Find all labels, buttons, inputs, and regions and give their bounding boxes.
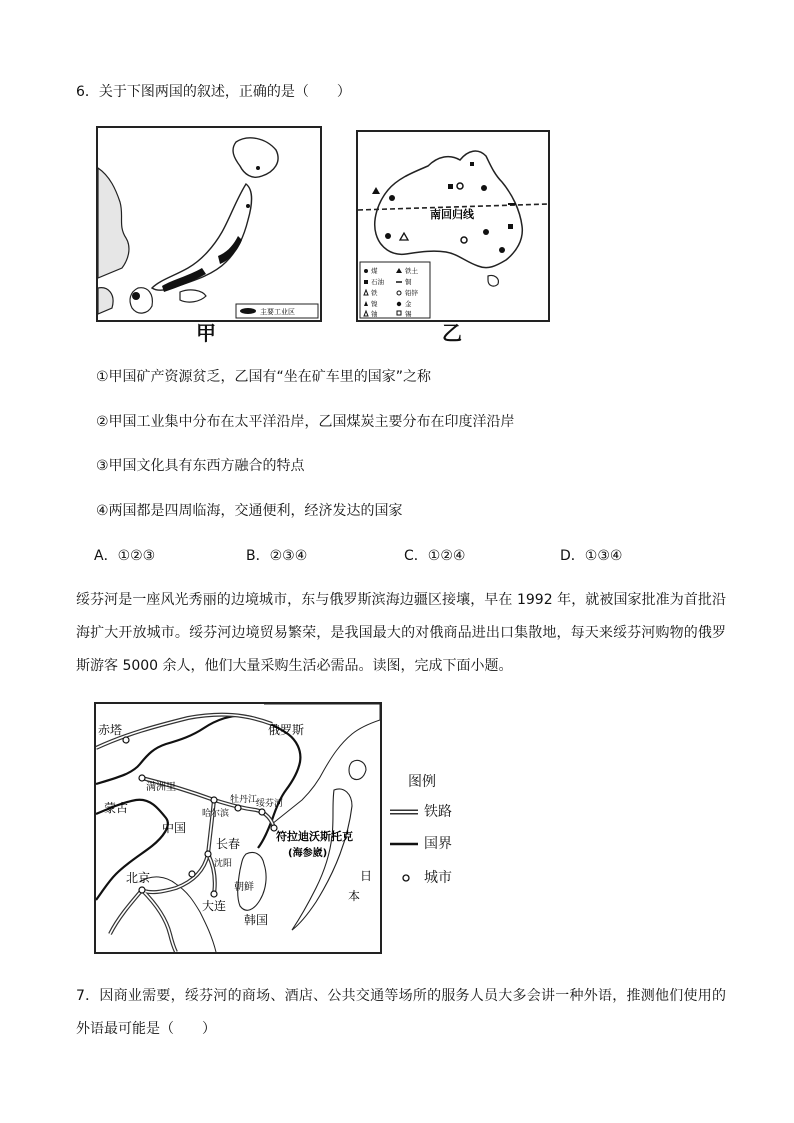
legend-leadzinc: 铅锌 — [405, 289, 418, 297]
legend-oil-symbol — [364, 280, 368, 284]
option-d[interactable]: D．①③④ — [560, 548, 623, 564]
city-manzhouli — [139, 775, 145, 781]
label-suifenhe: 绥芬河 — [256, 799, 284, 809]
label-shenyang: 沈阳 — [214, 859, 233, 869]
label-harbin: 哈尔滨 — [202, 809, 230, 819]
map-legend — [388, 766, 488, 896]
label-beijing: 北京 — [126, 871, 151, 885]
legend-gold-symbol — [397, 302, 401, 306]
industrial-area-mark — [246, 204, 250, 208]
statement-4: ④两国都是四周临海，交通便利，经济发达的国家 — [96, 503, 403, 519]
japan-outline — [292, 789, 352, 930]
label-haishenwai: (海参崴) — [288, 848, 328, 859]
label-mudanjiang: 牡丹江 — [230, 795, 258, 805]
mineral-symbol — [481, 185, 487, 191]
industrial-area-mark — [256, 166, 260, 170]
map-japan — [96, 126, 322, 322]
map-northeast-asia — [94, 702, 382, 954]
statement-2: ②甲国工业集中分布在太平洋沿岸，乙国煤炭主要分布在印度洋沿岸 — [96, 414, 515, 430]
map-australia-caption: 乙 — [442, 321, 462, 345]
legend-coal-symbol — [364, 269, 368, 273]
mineral-symbol — [483, 229, 489, 235]
hokkaido-shape — [233, 138, 278, 177]
hokkaido-outline — [349, 760, 366, 779]
city-suifenhe — [259, 809, 265, 815]
railway-line — [142, 890, 176, 952]
label-southkorea: 韩国 — [244, 913, 269, 927]
japan-legend-label: 主要工业区 — [260, 308, 295, 316]
label-dalian: 大连 — [202, 899, 227, 913]
legend-railway: 铁路 — [424, 804, 452, 820]
legend-uranium: 铀 — [371, 310, 378, 318]
legend-iron: 铁 — [371, 289, 378, 297]
city-changchun — [205, 851, 211, 857]
option-b[interactable]: B．②③④ — [246, 548, 308, 564]
japan-map-drawing — [98, 128, 320, 320]
tropic-label: 南回归线 — [430, 208, 474, 221]
northeast-asia-map-drawing — [96, 704, 380, 952]
legend-border: 国界 — [424, 836, 452, 852]
australia-map-drawing — [358, 132, 548, 320]
mineral-symbol — [499, 247, 505, 253]
mineral-symbol — [385, 233, 391, 239]
option-a[interactable]: A．①②③ — [94, 548, 156, 564]
mineral-symbol — [508, 224, 513, 229]
map-australia — [356, 130, 550, 322]
city-chita — [123, 737, 129, 743]
legend-oil: 石油 — [371, 278, 384, 286]
city-harbin — [211, 797, 217, 803]
industrial-area-mark — [132, 292, 140, 300]
bauxite-symbol — [372, 187, 380, 194]
mineral-symbol — [470, 162, 474, 166]
reading-passage: 绥芬河是一座风光秀丽的边境城市，东与俄罗斯滨海边疆区接壤，早在 1992 年，就被国家批准为首批沿海扩大开放城市。绥芬河边境贸易繁荣，是我国最大的对俄商品进出口集散地，每天来绥芬河购物的俄罗斯游客 5000 余人，他们大量采购生活必需品。读图，完成下面小题。 — [76, 592, 726, 674]
city-mudanjiang — [235, 805, 241, 811]
city-dalian — [211, 891, 217, 897]
option-c[interactable]: C．①②④ — [404, 548, 466, 564]
legend-nickel: 镍 — [371, 300, 378, 308]
korea-shape — [98, 288, 113, 314]
statement-1: ①甲国矿产资源贫乏，乙国有“坐在矿车里的国家”之称 — [96, 369, 432, 385]
industrial-legend-swatch — [240, 308, 256, 314]
shikoku-shape — [180, 290, 206, 302]
mineral-symbol — [389, 195, 395, 201]
city-beijing — [139, 887, 145, 893]
label-japan-ben: 本 — [348, 889, 361, 903]
label-chita: 赤塔 — [98, 723, 123, 737]
tasmania-shape — [488, 275, 498, 286]
label-china: 中国 — [162, 821, 187, 835]
legend-tin: 锡 — [405, 310, 412, 318]
legend-bauxite: 铁土 — [405, 267, 418, 275]
map-japan-caption: 甲 — [196, 321, 216, 345]
railway-line-inner — [96, 715, 272, 748]
legend-city-symbol — [403, 875, 409, 881]
legend-title: 图例 — [408, 774, 436, 790]
label-mongolia: 蒙古 — [104, 801, 129, 815]
kyushu-shape — [130, 288, 152, 313]
label-manzhouli: 满洲里 — [146, 782, 176, 793]
legend-symbols — [388, 806, 422, 886]
label-vladivostok: 符拉迪沃斯托克 — [276, 830, 353, 843]
statement-3: ③甲国文化具有东西方融合的特点 — [96, 458, 305, 474]
legend-gold: 金 — [405, 300, 412, 308]
mineral-symbol — [448, 184, 453, 189]
question-7-stem: 7．因商业需要，绥芬河的商场、酒店、公共交通等场所的服务人员大多会讲一种外语，推测他们使用的外语最可能是（ ） — [76, 988, 726, 1037]
label-changchun: 长春 — [216, 837, 241, 851]
mainland-shape — [98, 168, 129, 278]
legend-coal: 煤 — [371, 267, 378, 275]
legend-city: 城市 — [424, 870, 452, 886]
label-japan-ri: 日 — [360, 869, 373, 883]
label-korea: 朝鲜 — [234, 882, 254, 893]
label-russia: 俄罗斯 — [268, 723, 305, 737]
city-shenyang — [189, 871, 195, 877]
question-6-stem: 6．关于下图两国的叙述，正确的是（ ） — [76, 84, 351, 100]
legend-copper: 铜 — [405, 278, 412, 286]
